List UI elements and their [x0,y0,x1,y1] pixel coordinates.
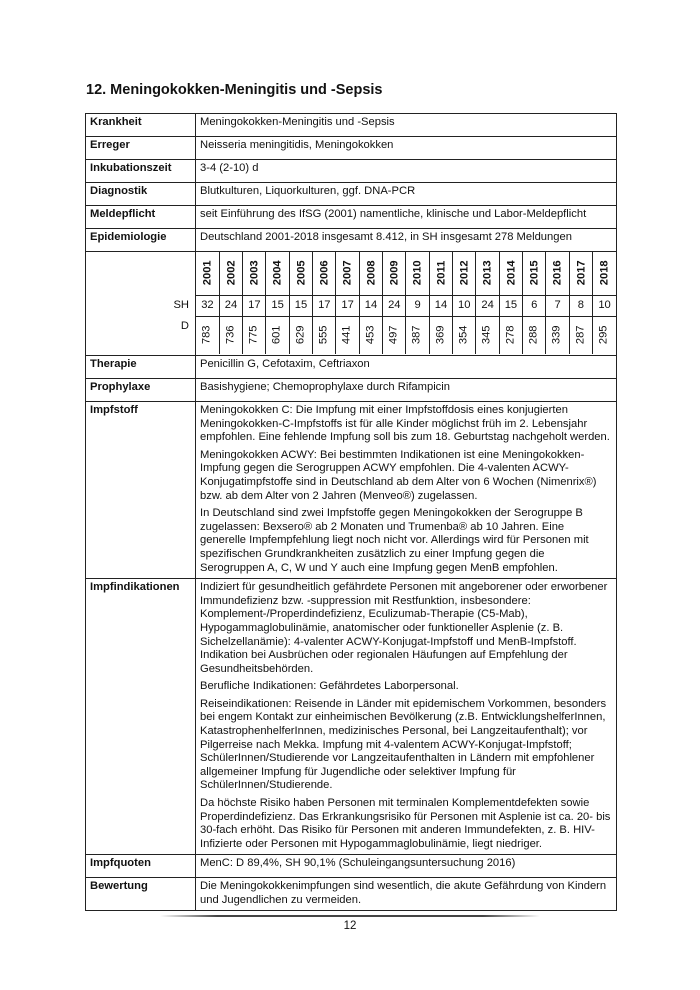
row-bewertung [86,878,617,910]
paragraph: Meningokokken ACWY: Bei bestimmten Indikationen ist eine Meningokokken-Impfung gegen die Serogruppen ACWY empfohlen. Die 4-valenten ACWY-Konjugatimpfstoffe sind in Deutschland ab dem Alter von 6 Wochen (Nimenrix®) bzw. ab dem Alter von 2 Jahren (Menveo®) zugelassen. [200,448,597,502]
row-label: Therapie [86,356,196,379]
row-value: Basishygiene; Chemoprophylaxe durch Rifampicin [196,379,617,402]
row-epidemiologie [86,229,617,252]
row-label: Impfquoten [86,855,196,878]
paragraph: Reiseindikationen: Reisende in Länder mit epidemischem Vorkommen, besonders bei engem Kontakt zur einheimischen Bevölkerung (z.B. EntwicklungshelferInnen, KatastrophenhelferInnen, medizinisches Personal, bei Langzeitaufenthalt); vor Pilgerreise nach Mekka. Impfung mit 4-valentem ACWY-Konjugat-Impfstoff; SchülerInnen/Studierende vor Langzeitaufenthalten in Ländern mit empfohlener allgemeiner Impfung für Jugendliche oder selektiver Impfung für SchülerInnen/Studierende. [200,697,607,792]
d-count-cell [429,316,452,354]
row-prophylaxe [86,379,617,402]
row-label: Meldepflicht [86,206,196,229]
year-header-cell-text: 2005 [295,260,308,286]
sh-count-cell: 10 [593,295,616,316]
sh-count-cell: 15 [289,295,312,316]
year-header-cell [219,252,242,295]
year-header-cell [243,252,266,295]
year-header-cell [406,252,429,295]
d-count-cell-text: 555 [317,325,330,345]
row-label: Krankheit [86,114,196,137]
sh-count-cell: 17 [313,295,336,316]
year-header-cell-text: 2018 [598,260,611,286]
d-count-cell [196,316,219,354]
row-value: MenC: D 89,4%, SH 90,1% (Schuleingangsuntersuchung 2016) [196,855,617,878]
row-label: Inkubationszeit [86,160,196,183]
sh-count-cell: 17 [336,295,359,316]
d-row [196,316,616,354]
d-count-cell-text: 453 [364,325,377,345]
year-header-cell-text: 2016 [552,260,565,286]
d-count-cell [523,316,546,354]
year-header-cell-text: 2011 [435,261,448,286]
row-label: Epidemiologie [86,229,196,252]
year-header-cell [336,252,359,295]
epidemiology-table [196,252,616,354]
year-header-cell-text: 2015 [528,260,541,286]
row-value: 3-4 (2-10) d [196,160,617,183]
year-header-cell [569,252,592,295]
row-value: Neisseria meningitidis, Meningokokken [196,137,617,160]
sh-count-cell: 7 [546,295,569,316]
row-label: Impfindikationen [86,579,196,855]
sh-count-cell: 14 [359,295,382,316]
d-count-cell [453,316,476,354]
year-header-cell [523,252,546,295]
year-header-cell [429,252,452,295]
d-count-cell [476,316,499,354]
d-count-cell-text: 345 [480,325,493,345]
row-erreger [86,137,617,160]
d-count-cell [383,316,406,354]
year-header-cell [359,252,382,295]
year-header-cell [266,252,289,295]
sh-row [196,295,616,316]
year-header-cell-text: 2006 [318,260,331,286]
year-header-cell-text: 2003 [248,260,261,286]
footer-divider [160,915,540,917]
epi-data-cell [196,252,617,356]
year-header-cell-text: 2007 [342,260,355,286]
page-title: 12. Meningokokken-Meningitis und -Sepsis [86,82,383,98]
d-count-cell [289,316,312,354]
d-count-cell [243,316,266,354]
row-label: Prophylaxe [86,379,196,402]
d-count-cell [406,316,429,354]
d-count-cell [499,316,522,354]
year-header-cell-text: 2008 [365,260,378,286]
year-header-cell [196,252,219,295]
year-header-cell [313,252,336,295]
year-header-cell-text: 2017 [575,260,588,286]
row-value: Die Meningokokkenimpfungen sind wesentlich, die akute Gefährdung von Kindern und Jugendlichen zu vermeiden. [196,878,617,910]
sh-count-cell: 6 [523,295,546,316]
row-label: Erreger [86,137,196,160]
sh-count-cell: 17 [243,295,266,316]
sh-count-cell: 24 [219,295,242,316]
sh-row-label: SH [173,299,189,311]
d-count-cell-text: 369 [434,325,447,345]
impfindikationen-text [196,579,617,855]
sh-count-cell: 24 [476,295,499,316]
paragraph: In Deutschland sind zwei Impfstoffe gegen Meningokokken der Serogruppe B zugelassen: Bexsero® ab 2 Monaten und Trumenba® ab 10 Jahren. Eine generelle Impfempfehlung liegt noch nicht vor. Allerdings wird für Personen mit spezifischen Grundkrankheiten zusätzlich zu einer Impfung gegen die Serogruppen A, C, W und Y auch eine Impfung gegen MenB empfohlen. [200,507,589,574]
row-therapie [86,356,617,379]
epi-row-labels [86,252,196,356]
row-epi-data [86,252,617,356]
year-header-cell [476,252,499,295]
d-count-cell [313,316,336,354]
paragraph: Meningokokken C: Die Impfung mit einer Impfstoffdosis eines konjugierten Meningokokken-C-Impfstoffs ist für alle Kinder möglichst früh im 2. Lebensjahr empfohlen. Eine fehlende Impfung soll bis zum 18. Geburtstag nachgeholt werden. [200,404,610,444]
row-diagnostik [86,183,617,206]
year-header-cell [499,252,522,295]
row-inkubationszeit [86,160,617,183]
d-count-cell-text: 441 [340,325,353,345]
row-label: Bewertung [86,878,196,910]
year-row [196,252,616,295]
row-impfindikationen [86,579,617,855]
sh-count-cell: 24 [383,295,406,316]
row-impfstoff [86,402,617,579]
d-row-label: D [180,320,189,332]
row-label: Diagnostik [86,183,196,206]
d-count-cell [219,316,242,354]
d-count-cell-text: 288 [527,325,540,345]
row-krankheit [86,114,617,137]
sh-count-cell: 15 [499,295,522,316]
row-value: seit Einführung des IfSG (2001) namentliche, klinische und Labor-Meldepflicht [196,206,617,229]
d-count-cell-text: 736 [224,325,237,345]
paragraph: Berufliche Indikationen: Gefährdetes Laborpersonal. [200,680,459,693]
row-value: Deutschland 2001-2018 insgesamt 8.412, in SH insgesamt 278 Meldungen [196,229,617,252]
d-count-cell-text: 295 [597,325,610,345]
row-value: Penicillin G, Cefotaxim, Ceftriaxon [196,356,617,379]
paragraph: Indiziert für gesundheitlich gefährdete Personen mit angeborener oder erworbener Immundefizienz bzw. -suppression mit Restfunktion, insbesondere: Komplement-/Properdindefizienz, Eculizumab-Therapie (C5-Mab), Hypogammaglobulinämie, anatomischer oder funktioneller Asplenie (z. B. Sichelzellanämie): 4-valenter ACWY-Konjugat-Impfstoff und MenB-Impfstoff. Indikation bei Ausbrüchen oder regionalen Häufungen auf Empfehlung der Gesundheitsbehörden. [200,581,608,675]
paragraph: Da höchste Risiko haben Personen mit terminalen Komplementdefekten sowie Properdindefizienz. Das Erkrankungsrisiko für Personen mit Asplenie ist ca. 20- bis 30-fach erhöht. Das Risiko für Personen mit anderen Immundefekten, z. B. HIV-Infizierte oder Personen mit Hypogammaglobulinämie, liegt niedriger. [200,797,611,850]
impfstoff-text [196,402,617,579]
row-label: Impfstoff [86,402,196,579]
year-header-cell [546,252,569,295]
sh-count-cell: 8 [569,295,592,316]
d-count-cell [359,316,382,354]
row-impfquoten [86,855,617,878]
d-count-cell-text: 339 [550,325,563,345]
d-count-cell-text: 387 [410,325,423,345]
d-count-cell-text: 629 [294,325,307,345]
d-count-cell [546,316,569,354]
year-header-cell-text: 2001 [201,260,214,286]
year-header-cell [289,252,312,295]
year-header-cell-text: 2012 [458,260,471,286]
d-count-cell-text: 287 [574,325,587,345]
d-count-cell-text: 354 [457,325,470,345]
d-count-cell [569,316,592,354]
disease-fact-table [85,113,617,911]
year-header-cell [593,252,616,295]
d-count-cell-text: 601 [270,325,283,345]
d-count-cell-text: 783 [200,325,213,345]
year-header-cell-text: 2013 [482,260,495,286]
row-value: Blutkulturen, Liquorkulturen, ggf. DNA-PCR [196,183,617,206]
year-header-cell-text: 2004 [272,260,285,286]
year-header-cell-text: 2009 [388,260,401,286]
d-count-cell [266,316,289,354]
sh-count-cell: 32 [196,295,219,316]
year-header-cell [383,252,406,295]
year-header-cell-text: 2002 [225,260,238,286]
year-header-cell [453,252,476,295]
d-count-cell-text: 775 [247,325,260,345]
year-header-cell-text: 2010 [412,260,425,286]
sh-count-cell: 9 [406,295,429,316]
d-count-cell-text: 278 [504,325,517,345]
d-count-cell [593,316,616,354]
row-meldepflicht [86,206,617,229]
row-value: Meningokokken-Meningitis und -Sepsis [196,114,617,137]
sh-count-cell: 10 [453,295,476,316]
sh-count-cell: 15 [266,295,289,316]
sh-count-cell: 14 [429,295,452,316]
d-count-cell-text: 497 [387,325,400,345]
year-header-cell-text: 2014 [505,260,518,286]
d-count-cell [336,316,359,354]
page-number: 12 [343,920,357,932]
